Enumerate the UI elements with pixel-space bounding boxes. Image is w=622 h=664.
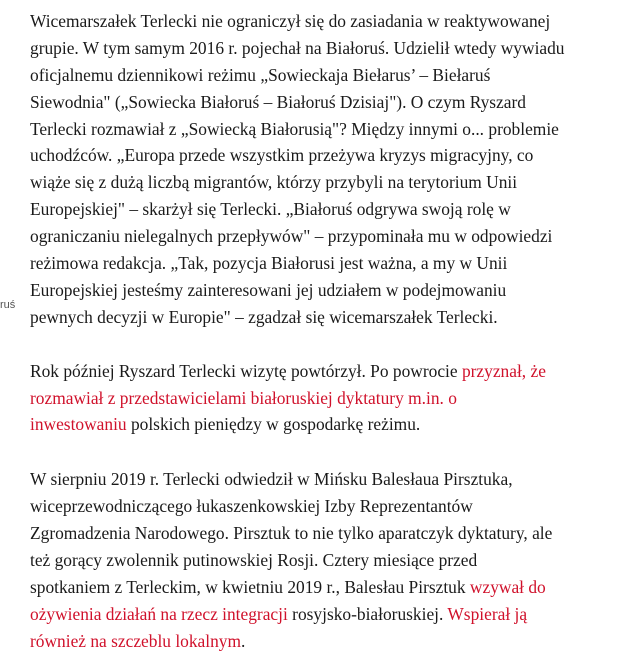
paragraph-pirsztuk-meeting (0, 466, 610, 654)
text-line (30, 358, 610, 385)
text-segment: Rok później Ryszard Terlecki wizytę powtórzył. Po powrocie (30, 360, 462, 381)
text-line: Europejskiej jesteśmy zainteresowani jej udziałem w podejmowaniu (30, 279, 507, 300)
paragraph-terlecki-interview (0, 0, 610, 331)
link-admitted-talks[interactable]: przyznał, że (461, 360, 546, 381)
text-line: grupie. W tym samym 2016 r. pojechał na Białoruś. Udzielił wtedy wywiadu (30, 37, 565, 58)
link-supported-locally[interactable]: również na szczeblu lokalnym (30, 630, 242, 651)
text-line: wiąże się z dużą liczbą migrantów, którzy przybyli na terytorium Unii (30, 172, 518, 193)
text-segment: spotkaniem z Terleckim, w kwietniu 2019 r., Balesłau Pirsztuk (30, 576, 470, 597)
text-line: Europejskiej" – skarżył się Terlecki. „Białoruś odgrywa swoją rolę w (30, 199, 511, 220)
text-line: oficjalnemu dziennikowi reżimu „Sowieckaja Biełarus’ – Biełaruś (30, 64, 491, 85)
text-segment: polskich pieniędzy w gospodarkę reżimu. (126, 414, 421, 435)
link-supported-locally[interactable]: Wspierał ją (447, 603, 528, 624)
link-called-for-revival[interactable]: ożywienia działań na rzecz integracji (30, 603, 288, 624)
text-line: Terlecki rozmawiał z „Sowiecką Białorusią"? Między innymi o... problemie (30, 118, 559, 139)
link-called-for-revival[interactable]: wzywał do (469, 576, 546, 597)
text-segment: . (241, 630, 246, 651)
text-line: wiceprzewodniczącego łukaszenkowskiej Izby Reprezentantów (30, 496, 473, 517)
text-line: reżimowa redakcja. „Tak, pozycja Białorusi jest ważna, a my w Unii (30, 253, 508, 274)
text-line (30, 574, 610, 601)
paragraph-second-visit (0, 358, 610, 439)
text-line: ograniczaniu nielegalnych przepływów" – przypominała mu w odpowiedzi (30, 226, 553, 247)
text-line: też gorący zwolennik putinowskiej Rosji. Cztery miesiące przed (30, 550, 478, 571)
text-line: uchodźców. „Europa przede wszystkim przeżywa kryzys migracyjny, co (30, 145, 534, 166)
sidebar-cut-label: ruś (0, 299, 16, 311)
text-segment: rosyjsko-białoruskiej. (287, 603, 448, 624)
text-line: Zgromadzenia Narodowego. Pirsztuk to nie tylko aparatczyk dyktatury, ale (30, 523, 553, 544)
link-admitted-talks[interactable]: rozmawiał z przedstawicielami białoruskiej dyktatury m.in. o (30, 387, 457, 408)
text-line: W sierpniu 2019 r. Terlecki odwiedził w Mińsku Balesłaua Pirsztuka, (30, 469, 513, 490)
text-line (30, 628, 610, 655)
link-admitted-talks[interactable]: inwestowaniu (30, 414, 127, 435)
text-line: Siewodnia" („Sowiecka Białoruś – Białoruś Dzisiaj"). O czym Ryszard (30, 91, 526, 112)
text-line (30, 385, 610, 412)
text-line (30, 411, 610, 438)
text-line: Wicemarszałek Terlecki nie ograniczył się do zasiadania w reaktywowanej (30, 11, 551, 31)
text-line (30, 601, 610, 628)
text-line: pewnych decyzji w Europie" – zgadzał się wicemarszałek Terlecki. (30, 306, 498, 327)
